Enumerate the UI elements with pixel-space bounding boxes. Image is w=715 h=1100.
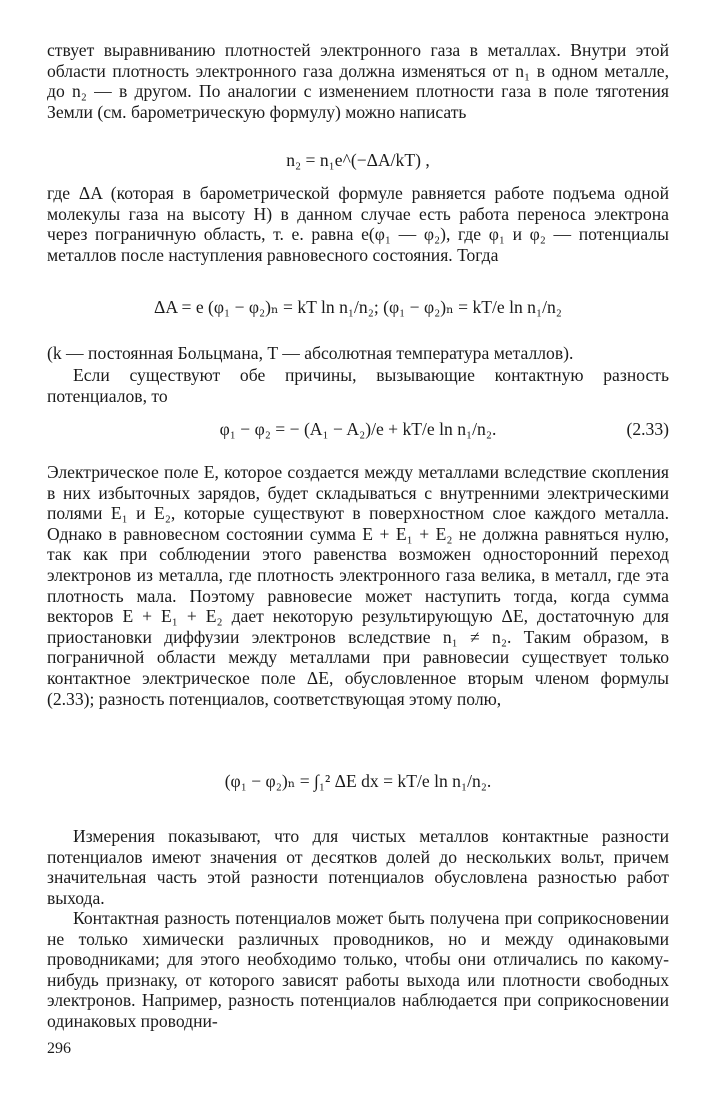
equation-barometric: n₂ = n₁e^(−ΔA/kT) , <box>286 150 430 170</box>
paragraph-2: где ΔA (которая в барометрической формуле равняется работе подъема одной молекулы газа на высоту H) в данном случае есть работа переноса электрона через пограничную область, т. е. равна e(φ₁ — φ₂), где φ₁ и φ₂ — потенциалы металлов после наступления равновесного состояния. Тогда <box>47 183 669 265</box>
equation-integral: (φ₁ − φ₂)ₙ = ∫₁² ΔE dx = kT/e ln n₁/n₂. <box>224 771 492 791</box>
paragraph-7: Контактная разность потенциалов может быть получена при соприкосновении не только химически различных проводников, но и между одинаковыми проводниками; для этого необходимо только, чтобы они отличались по какому-нибудь признаку, от которого зависят работы выхода или плотности свободных электронов. Например, разность потенциалов наблюдается при соприкосновении одинаковых проводни- <box>47 908 669 1031</box>
equation-2-33-body: φ₁ − φ₂ = − (A₁ − A₂)/e + kT/e ln n₁/n₂. <box>219 419 497 439</box>
paragraph-3: (k — постоянная Больцмана, T — абсолютная температура металлов). <box>47 343 574 363</box>
page-number: 296 <box>47 1040 71 1057</box>
equation-work-potential: ΔA = e (φ₁ − φ₂)ₙ = kT ln n₁/n₂; (φ₁ − φ₂)ₙ = kT/e ln n₁/n₂ <box>154 297 562 317</box>
paragraph-4: Если существуют обе причины, вызывающие контактную разность потенциалов, то <box>47 365 669 406</box>
equation-number: (2.33) <box>626 419 669 439</box>
paragraph-5: Электрическое поле E, которое создается между металлами вследствие скопления в них избыточных зарядов, будет складываться с внутренними электрическими полями E₁ и E₂, которые существуют в поверхностном слое каждого металла. Однако в равновесном состоянии сумма E + E₁ + E₂ не должна равняться нулю, так как при соблюдении этого равенства возможен односторонний переход электронов из металла, где плотность электронного газа велика, в металл, где эта плотность мала. Поэтому равновесие может наступить тогда, когда сумма векторов E + E₁ + E₂ дает некоторую результирующую ΔE, достаточную для приостановки диффузии электронов вследствие n₁ ≠ n₂. Таким образом, в пограничной области между металлами при равновесии существует только контактное электрическое поле ΔE, обусловленное вторым членом формулы (2.33); разность потенциалов, соответствующая этому полю, <box>47 462 669 709</box>
equation-2-33 <box>47 418 669 440</box>
paragraph-6: Измерения показывают, что для чистых металлов контактные разности потенциалов имеют значения от десятков долей до нескольких вольт, причем значительная часть этой разности потенциалов обусловлена разностью работ выхода. <box>47 826 669 908</box>
paragraph-1: ствует выравниванию плотностей электронного газа в металлах. Внутри этой области плотность электронного газа должна изменяться от n₁ в одном металле, до n₂ — в другом. По аналогии с изменением плотности газа в поле тяготения Земли (см. барометрическую формулу) можно написать <box>47 40 669 122</box>
